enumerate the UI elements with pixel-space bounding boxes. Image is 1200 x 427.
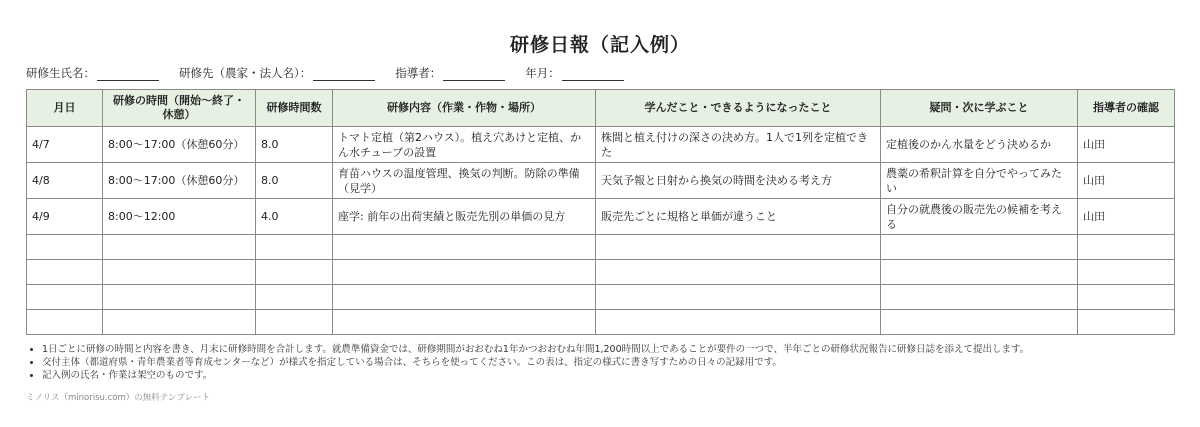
page-title: 研修日報（記入例）	[509, 34, 690, 56]
empty-cell[interactable]	[103, 285, 256, 310]
time-cell[interactable]: 8:00〜12:00	[103, 199, 256, 235]
empty-cell[interactable]	[333, 310, 596, 335]
time-cell[interactable]: 8:00〜17:00（休憩60分）	[103, 163, 256, 199]
empty-cell[interactable]	[27, 285, 103, 310]
table-row	[27, 163, 1175, 199]
content-cell[interactable]: トマト定植（第2ハウス）。植え穴あけと定植、かん水チューブの設置	[333, 127, 596, 163]
empty-cell[interactable]	[27, 235, 103, 260]
notes-list	[26, 343, 1029, 382]
learned-cell[interactable]: 販売先ごとに規格と単価が違うこと	[596, 199, 881, 235]
training-log-table	[26, 89, 1175, 335]
empty-cell[interactable]	[333, 285, 596, 310]
template-credit: ミノリス（minorisu.com）の無料テンプレート	[26, 393, 210, 403]
table-row	[27, 199, 1175, 235]
empty-cell[interactable]	[596, 285, 881, 310]
questions-cell[interactable]: 農薬の希釈計算を自分でやってみたい	[881, 163, 1078, 199]
empty-cell[interactable]	[27, 260, 103, 285]
hours-cell[interactable]: 8.0	[256, 127, 333, 163]
instructor-input-line[interactable]	[443, 67, 505, 81]
note-item: • 交付主体（都道府県・青年農業者等育成センターなど）が様式を指定している場合は、そちらを使ってください。この表は、指定の様式に書き写すための日々の記録用です。	[42, 356, 1029, 369]
empty-cell[interactable]	[1078, 285, 1175, 310]
year-month-field	[525, 65, 624, 81]
trainee-name-field	[26, 65, 159, 81]
host-farm-field	[179, 65, 375, 81]
note-item: • 記入例の氏名・作業は架空のものです。	[42, 369, 1029, 382]
empty-cell[interactable]	[27, 310, 103, 335]
host-farm-input-line[interactable]	[313, 67, 375, 81]
empty-cell[interactable]	[1078, 235, 1175, 260]
content-cell[interactable]: 座学: 前年の出荷実績と販売先別の単価の見方	[333, 199, 596, 235]
empty-cell[interactable]	[881, 310, 1078, 335]
date-cell[interactable]: 4/7	[27, 127, 103, 163]
confirmation-cell[interactable]: 山田	[1078, 163, 1175, 199]
empty-table-row	[27, 235, 1175, 260]
column-header-content: 研修内容（作業・作物・場所）	[333, 90, 596, 127]
empty-table-row	[27, 260, 1175, 285]
hours-cell[interactable]: 4.0	[256, 199, 333, 235]
date-cell[interactable]: 4/8	[27, 163, 103, 199]
column-header-confirmation: 指導者の確認	[1078, 90, 1175, 127]
table-row	[27, 127, 1175, 163]
questions-cell[interactable]: 自分の就農後の販売先の候補を考える	[881, 199, 1078, 235]
note-item: • 1日ごとに研修の時間と内容を書き、月末に研修時間を合計します。就農準備資金では、研修期間がおおむね1年かつおおむね年間1,200時間以上であることが要件の一つで、半年ごとの研修状況報告に研修日誌を添えて提出します。	[42, 343, 1029, 356]
empty-cell[interactable]	[1078, 310, 1175, 335]
questions-cell[interactable]: 定植後のかん水量をどう決めるか	[881, 127, 1078, 163]
empty-cell[interactable]	[596, 310, 881, 335]
empty-cell[interactable]	[881, 260, 1078, 285]
empty-cell[interactable]	[256, 260, 333, 285]
empty-cell[interactable]	[103, 260, 256, 285]
header-fields	[26, 65, 644, 81]
instructor-field	[395, 65, 505, 81]
empty-cell[interactable]	[333, 260, 596, 285]
table-header-row	[27, 90, 1175, 127]
empty-cell[interactable]	[596, 260, 881, 285]
confirmation-cell[interactable]: 山田	[1078, 127, 1175, 163]
learned-cell[interactable]: 株間と植え付けの深さの決め方。1人で1列を定植できた	[596, 127, 881, 163]
empty-cell[interactable]	[881, 285, 1078, 310]
column-header-learned: 学んだこと・できるようになったこと	[596, 90, 881, 127]
confirmation-cell[interactable]: 山田	[1078, 199, 1175, 235]
empty-table-row	[27, 310, 1175, 335]
column-header-date: 月日	[27, 90, 103, 127]
column-header-hours: 研修時間数	[256, 90, 333, 127]
year-month-label: 年月：	[525, 66, 560, 80]
column-header-time: 研修の時間（開始〜終了・休憩）	[103, 90, 256, 127]
hours-cell[interactable]: 8.0	[256, 163, 333, 199]
empty-cell[interactable]	[103, 235, 256, 260]
content-cell[interactable]: 育苗ハウスの温度管理、換気の判断。防除の準備（見学）	[333, 163, 596, 199]
empty-cell[interactable]	[256, 310, 333, 335]
learned-cell[interactable]: 天気予報と日射から換気の時間を決める考え方	[596, 163, 881, 199]
year-month-input-line[interactable]	[562, 67, 624, 81]
host-farm-label: 研修先（農家・法人名）：	[179, 66, 312, 80]
empty-cell[interactable]	[256, 285, 333, 310]
empty-cell[interactable]	[596, 235, 881, 260]
empty-cell[interactable]	[1078, 260, 1175, 285]
trainee-name-input-line[interactable]	[97, 67, 159, 81]
empty-table-row	[27, 285, 1175, 310]
empty-cell[interactable]	[256, 235, 333, 260]
column-header-questions: 疑問・次に学ぶこと	[881, 90, 1078, 127]
empty-cell[interactable]	[333, 235, 596, 260]
empty-cell[interactable]	[881, 235, 1078, 260]
date-cell[interactable]: 4/9	[27, 199, 103, 235]
trainee-name-label: 研修生氏名：	[26, 66, 95, 80]
time-cell[interactable]: 8:00〜17:00（休憩60分）	[103, 127, 256, 163]
instructor-label: 指導者：	[395, 66, 442, 80]
empty-cell[interactable]	[103, 310, 256, 335]
